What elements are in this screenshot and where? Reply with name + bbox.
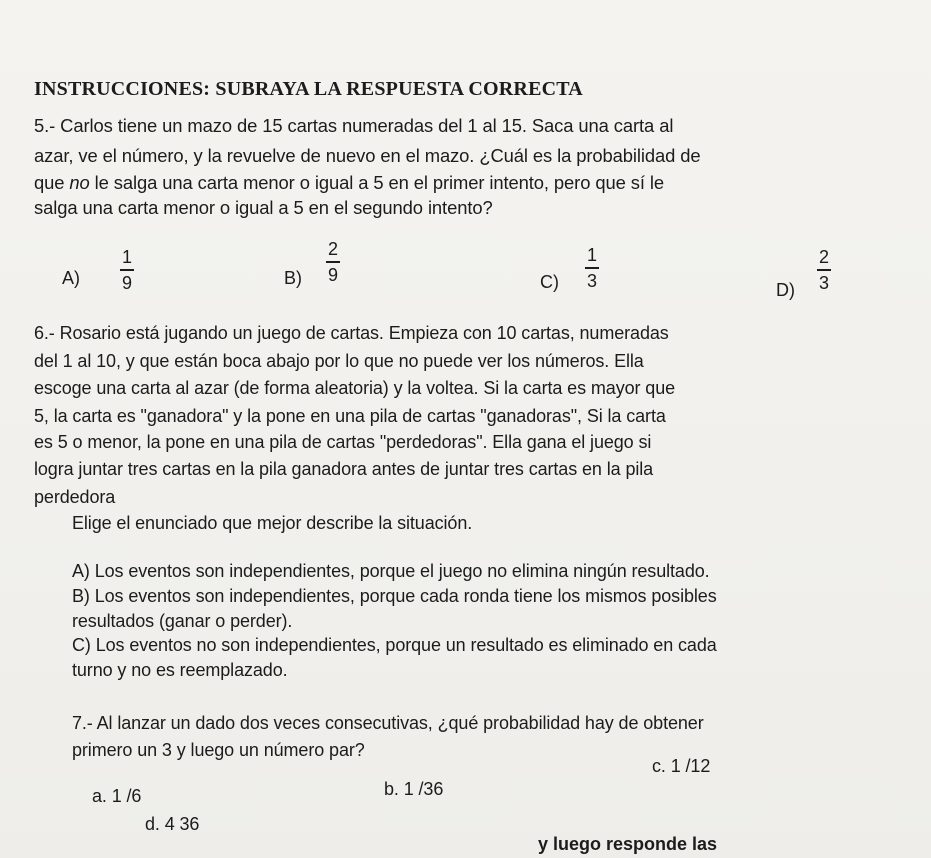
q5-line-3-pre: que	[34, 172, 70, 193]
bleed-through-text	[150, 6, 154, 22]
q5-option-d-den: 3	[818, 272, 829, 293]
fraction-bar	[817, 269, 831, 271]
q5-option-b-letter[interactable]: B)	[284, 268, 302, 288]
fraction-bar	[585, 267, 599, 269]
q5-line-1: 5.- Carlos tiene un mazo de 15 cartas numeradas del 1 al 15. Saca una carta al	[34, 115, 674, 136]
fraction-bar	[326, 261, 340, 263]
q6-answer-b[interactable]: B) Los eventos son independientes, porque cada ronda tiene los mismos posibles	[72, 586, 717, 606]
bottom-cut-text: y luego responde las	[538, 834, 718, 854]
q6-line-5: es 5 o menor, la pone en una pila de cartas "perdedoras". Ella gana el juego si	[34, 432, 652, 452]
q5-option-b-fraction[interactable]	[326, 240, 340, 284]
q7-line-2: primero un 3 y luego un número par?	[72, 740, 365, 760]
q6-answer-a[interactable]: A) Los eventos son independientes, porque el juego no elimina ningún resultado.	[72, 561, 710, 581]
q5-option-c-num: 1	[586, 245, 597, 265]
q5-option-d-num: 2	[818, 247, 829, 267]
q5-option-c-fraction[interactable]	[585, 246, 599, 290]
instructions-header: INSTRUCCIONES: SUBRAYA LA RESPUESTA CORRECTA	[34, 78, 583, 100]
q5-option-d-letter[interactable]: D)	[776, 280, 795, 300]
q5-option-a-den: 9	[121, 272, 132, 293]
q7-option-c[interactable]: c. 1 /12	[652, 756, 711, 776]
q7-line-1: 7.- Al lanzar un dado dos veces consecutivas, ¿qué probabilidad hay de obtener	[72, 713, 704, 733]
q5-option-c-letter[interactable]: C)	[540, 272, 559, 292]
q5-option-d-fraction[interactable]	[817, 248, 831, 292]
q6-line-4: 5, la carta es "ganadora" y la pone en una pila de cartas "ganadoras", Si la carta	[34, 406, 666, 426]
q5-line-3-em: no	[69, 172, 90, 193]
q5-option-a-num: 1	[121, 247, 132, 267]
q6-answer-c[interactable]: C) Los eventos no son independientes, porque un resultado es eliminado en cada	[72, 635, 717, 655]
q5-line-3-post: le salga una carta menor o igual a 5 en el primer intento, pero que sí le	[89, 172, 664, 193]
q7-option-a[interactable]: a. 1 /6	[92, 786, 142, 806]
q6-prompt: Elige el enunciado que mejor describe la situación.	[72, 513, 473, 533]
q6-line-1: 6.- Rosario está jugando un juego de cartas. Empieza con 10 cartas, numeradas	[34, 323, 669, 343]
q6-answer-b-cont[interactable]: resultados (ganar o perder).	[72, 611, 293, 631]
q5-option-c-den: 3	[586, 270, 597, 291]
q6-line-2: del 1 al 10, y que están boca abajo por lo que no puede ver los números. Ella	[34, 351, 644, 371]
fraction-bar	[120, 269, 134, 271]
q5-line-3	[34, 173, 664, 193]
q5-option-a-fraction[interactable]	[120, 248, 134, 292]
q5-option-a-letter[interactable]: A)	[62, 268, 80, 288]
q5-line-4: salga una carta menor o igual a 5 en el segundo intento?	[34, 197, 493, 218]
q5-option-b-num: 2	[327, 239, 338, 259]
q7-option-d[interactable]: d. 4 36	[145, 814, 200, 834]
q5-line-2: azar, ve el número, y la revuelve de nuevo en el mazo. ¿Cuál es la probabilidad de	[34, 145, 701, 166]
q6-line-6: logra juntar tres cartas en la pila ganadora antes de juntar tres cartas en la pila	[34, 459, 654, 479]
q6-answer-c-cont[interactable]: turno y no es reemplazado.	[72, 660, 288, 680]
q6-line-7: perdedora	[34, 487, 116, 507]
q6-line-3: escoge una carta al azar (de forma aleatoria) y la voltea. Si la carta es mayor que	[34, 378, 676, 398]
q5-option-b-den: 9	[327, 264, 338, 285]
q7-option-b[interactable]: b. 1 /36	[384, 779, 444, 799]
